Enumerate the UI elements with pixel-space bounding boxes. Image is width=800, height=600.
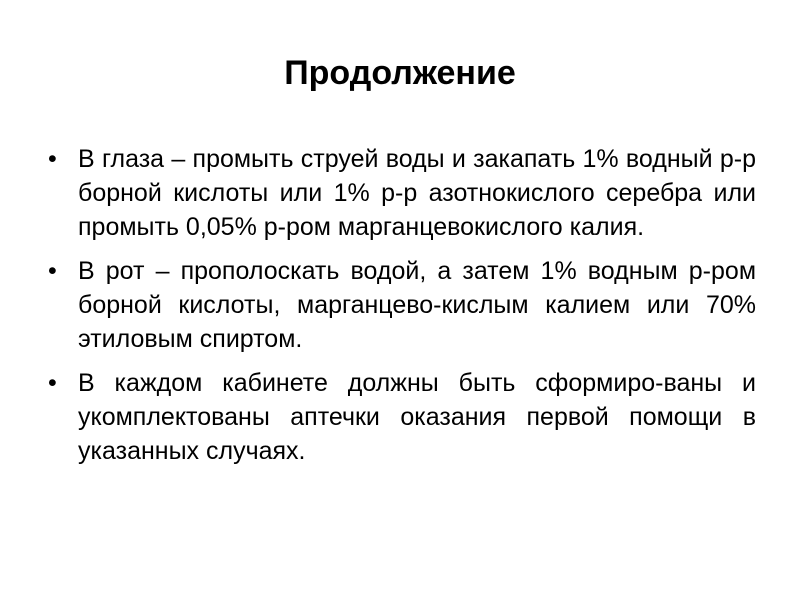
bullet-icon: • <box>48 257 57 285</box>
bullet-icon: • <box>48 369 57 397</box>
bullet-item <box>48 254 756 356</box>
slide-title: Продолжение <box>284 54 516 92</box>
bullet-text: В каждом кабинете должны быть сформиро-ваны и укомплектованы аптечки оказания первой помощи в указанных случаях. <box>78 369 756 465</box>
bullet-text: В рот – прополоскать водой, а затем 1% водным р-ром борной кислоты, марганцево-кислым калием или 70% этиловым спиртом. <box>78 257 756 353</box>
bullet-list <box>48 142 756 478</box>
bullet-icon: • <box>48 145 57 173</box>
bullet-item <box>48 366 756 468</box>
bullet-item <box>48 142 756 244</box>
bullet-text: В глаза – промыть струей воды и закапать 1% водный р-р борной кислоты или 1% р-р азотнокислого серебра или промыть 0,05% р-ром марганцевокислого калия. <box>78 145 756 241</box>
